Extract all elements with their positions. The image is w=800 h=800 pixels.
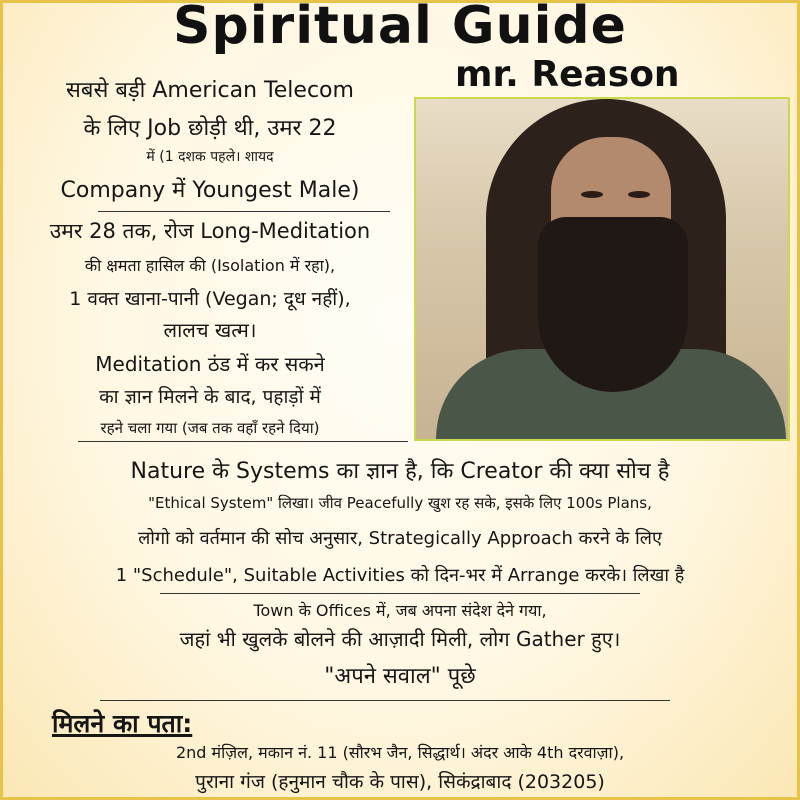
bio-line-9: Meditation ठंड में कर सकने: [95, 352, 325, 376]
bio-underline: [78, 441, 408, 442]
poster-title: Spiritual Guide: [173, 0, 627, 56]
body-line-5: Town के Offices में, जब अपना संदेश देने गया,: [253, 601, 547, 620]
address-line-1: 2nd मंज़िल, मकान नं. 11 (सौरभ जैन, सिद्धार्थ। अंदर आके 4th दरवाज़ा),: [175, 743, 625, 762]
bio-line-2: के लिए Job छोड़ी थी, उमर 22: [83, 116, 337, 141]
body-line-6: जहां भी खुलके बोलने की आज़ादी मिली, लोग Gather हुए।: [179, 627, 621, 651]
bio-line-8: लालच खत्म।: [163, 318, 257, 342]
bio-line-1: सबसे बड़ी American Telecom: [66, 78, 354, 103]
address-heading: मिलने का पता:: [52, 709, 193, 738]
bio-line-11: रहने चला गया (जब तक वहाँ रहने दिया): [100, 419, 320, 437]
portrait-photo: [414, 97, 790, 441]
bio-line-6: की क्षमता हासिल की (Isolation में रहा),: [84, 256, 336, 275]
body-line-1: Nature के Systems का ज्ञान है, कि Creator की क्या सोच है: [130, 459, 670, 484]
body-line-3: लोगो को वर्तमान की सोच अनुसार, Strategically Approach करने के लिए: [138, 528, 662, 549]
body-line-4: 1 "Schedule", Suitable Activities को दिन-भर में Arrange करके। लिखा है: [115, 565, 685, 586]
bio-line-4: Company में Youngest Male): [60, 178, 360, 203]
bio-divider: [98, 211, 390, 212]
bio-line-7: 1 वक्त खाना-पानी (Vegan; दूध नहीं),: [69, 288, 351, 310]
body-divider: [160, 593, 640, 594]
address-line-2: पुराना गंज (हनुमान चौक के पास), सिकंद्राबाद (203205): [195, 771, 605, 793]
body-line-7: "अपने सवाल" पूछे: [324, 664, 476, 689]
bio-line-5: उमर 28 तक, रोज Long-Meditation: [49, 219, 371, 243]
body-line-2: "Ethical System" लिखा। जीव Peacefully खुश रह सके, इसके लिए 100s Plans,: [148, 494, 652, 512]
bio-line-10: का ज्ञान मिलने के बाद, पहाड़ों में: [99, 386, 321, 408]
bio-line-3: में (1 दशक पहले। शायद: [146, 149, 274, 165]
address-divider: [100, 700, 670, 701]
poster-subtitle: mr. Reason: [455, 54, 680, 95]
